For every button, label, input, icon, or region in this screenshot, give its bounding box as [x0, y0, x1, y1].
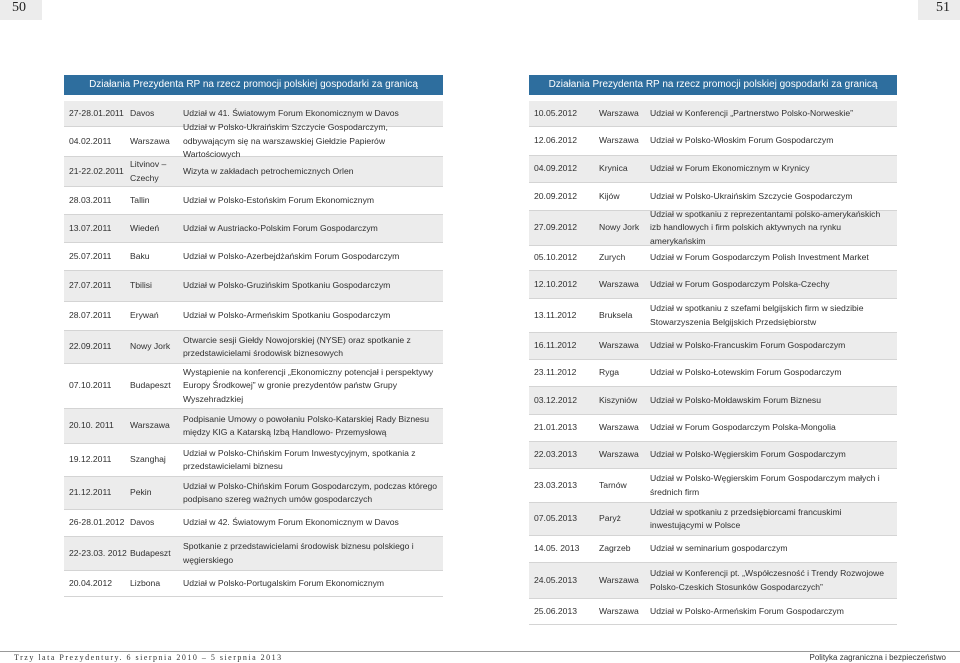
right-activities-table: [529, 75, 897, 625]
row-date: 04.02.2011: [69, 135, 112, 146]
table-row: [529, 563, 897, 599]
table-row: [64, 409, 443, 444]
table-row: [64, 364, 443, 409]
table-row: [64, 122, 443, 160]
row-description: Udział w Polsko-Łotewskim Forum Gospodarczym: [650, 367, 842, 378]
row-date: 10.05.2012: [534, 107, 578, 118]
row-date: 21-22.02.2011: [69, 165, 124, 176]
row-date: 14.05. 2013: [534, 543, 580, 554]
row-date: 03.12.2012: [534, 394, 578, 405]
row-description: Udział w Polsko-Francuskim Forum Gospodarczym: [650, 340, 846, 351]
row-place: Budapeszt: [130, 380, 171, 391]
table-row: [529, 536, 897, 563]
table-row: [529, 208, 897, 246]
row-description: Udział w Forum Gospodarczym Polska-Mongolia: [650, 422, 836, 433]
table-row: [64, 510, 443, 537]
row-date: 25.07.2011: [69, 250, 112, 261]
page-number-right: 51: [918, 0, 960, 20]
row-date: 19.12.2011: [69, 454, 112, 465]
row-description: Udział w Polsko-Węgierskim Forum Gospodarczym: [650, 449, 846, 460]
row-description: Udział w Polsko-Ukraińskim Szczycie Gospodarczym: [650, 190, 853, 201]
table-row: [64, 477, 443, 510]
row-date: 12.10.2012: [534, 278, 578, 289]
row-place: Warszawa: [599, 135, 639, 146]
row-description: Udział w Konferencji pt. „Współczesność i Trendy Rozwojowe Polsko-Czeskich Stosunków Gospodarczych”: [650, 568, 885, 592]
row-date: 27-28.01.2011: [69, 107, 124, 118]
row-place: Baku: [130, 250, 150, 261]
row-date: 13.07.2011: [69, 222, 112, 233]
page-footer: [0, 651, 960, 663]
row-date: 05.10.2012: [534, 252, 578, 263]
footer-right-text: Polityka zagraniczna i bezpieczeństwo: [809, 653, 946, 662]
row-place: Paryż: [599, 513, 621, 524]
row-description: Wizyta w zakładach petrochemicznych Orlen: [183, 165, 354, 176]
table-row: [529, 127, 897, 156]
row-description: Udział w Polsko-Azerbejdżańskim Forum Gospodarczym: [183, 250, 400, 261]
row-place: Zagrzeb: [599, 543, 631, 554]
table-row: [529, 156, 897, 183]
row-date: 20.10. 2011: [69, 420, 114, 431]
row-description: Udział w Polsko-Armeńskim Forum Gospodarczym: [650, 605, 844, 616]
row-description: Udział w Polsko-Włoskim Forum Gospodarczym: [650, 135, 834, 146]
table-row: [64, 243, 443, 271]
row-place: Warszawa: [599, 574, 639, 585]
row-description: Udział w Polsko-Armeńskim Spotkaniu Gospodarczym: [183, 310, 391, 321]
row-description: Udział w Polsko-Ukraińskim Szczycie Gospodarczym, odbywającym się na warszawskiej Giełdzie Papierów Wartościowych: [183, 122, 388, 160]
row-place: Nowy Jork: [130, 341, 171, 352]
table-row: [64, 271, 443, 302]
table-row: [64, 302, 443, 331]
row-description: Udział w Polsko-Chińskim Forum Gospodarczym, podczas którego podpisano szereg ważnych umów gospodarczych: [183, 480, 438, 504]
row-description: Udział w Austriacko-Polskim Forum Gospodarczym: [183, 222, 378, 233]
left-activities-table: [64, 75, 443, 597]
row-date: 20.04.2012: [69, 577, 113, 588]
footer-left-text: Trzy lata Prezydentury. 6 sierpnia 2010 – 5 sierpnia 2013: [14, 653, 283, 662]
row-date: 28.03.2011: [69, 194, 112, 205]
row-description: Otwarcie sesji Giełdy Nowojorskiej (NYSE) oraz spotkanie z przedstawicielami środowisk biznesowych: [183, 334, 411, 358]
row-description: Spotkanie z przedstawicielami środowisk biznesu polskiego i węgierskiego: [183, 541, 414, 565]
row-place: Warszawa: [599, 340, 639, 351]
row-date: 21.01.2013: [534, 422, 578, 433]
table-row: [529, 503, 897, 536]
row-place: Zurych: [599, 252, 626, 263]
row-place: Pekin: [130, 487, 152, 498]
row-date: 25.06.2013: [534, 605, 578, 616]
table-row: [529, 101, 897, 127]
row-date: 27.07.2011: [69, 280, 112, 291]
row-place: Wiedeń: [130, 222, 160, 233]
row-date: 24.05.2013: [534, 574, 578, 585]
row-place: Erywań: [130, 310, 159, 321]
row-place: Bruksela: [599, 309, 633, 320]
row-description: Udział w Forum Ekonomicznym w Krynicy: [650, 163, 810, 174]
row-description: Udział w Polsko-Węgierskim Forum Gospodarczym małych i średnich firm: [650, 473, 880, 497]
row-place: Litvinov – Czechy: [130, 159, 167, 183]
table-row: [64, 444, 443, 477]
row-date: 21.12.2011: [69, 487, 112, 498]
table-row: [529, 469, 897, 503]
left-table-rows: [64, 101, 443, 597]
row-date: 07.10.2011: [69, 380, 112, 391]
row-date: 22.09.2011: [69, 341, 112, 352]
page-number-left: 50: [0, 0, 42, 20]
row-description: Udział w seminarium gospodarczym: [650, 543, 788, 554]
row-place: Lizbona: [130, 577, 161, 588]
row-place: Warszawa: [599, 278, 639, 289]
row-description: Podpisanie Umowy o powołaniu Polsko-Katarskiej Rady Biznesu między KIG a Katarską Izbą Handlowo- Przemysłową: [183, 413, 430, 437]
row-description: Udział w spotkaniu z przedsiębiorcami francuskimi inwestującymi w Polsce: [650, 506, 842, 530]
row-date: 16.11.2012: [534, 340, 577, 351]
row-place: Kiszyniów: [599, 394, 638, 405]
row-description: Udział w Forum Gospodarczym Polska-Czechy: [650, 278, 830, 289]
row-date: 22.03.2013: [534, 449, 578, 460]
row-date: 07.05.2013: [534, 513, 578, 524]
row-date: 26-28.01.2012: [69, 517, 125, 528]
right-table-title: Działania Prezydenta RP na rzecz promocji polskiej gospodarki za granicą: [529, 75, 897, 95]
right-table-rows: [529, 101, 897, 625]
row-place: Szanghaj: [130, 454, 166, 465]
left-table-title: Działania Prezydenta RP na rzecz promocji polskiej gospodarki za granicą: [64, 75, 443, 95]
table-row: [529, 246, 897, 271]
row-place: Davos: [130, 107, 155, 118]
row-place: Tbilisi: [130, 280, 152, 291]
row-date: 23.03.2013: [534, 479, 578, 490]
row-place: Krynica: [599, 163, 628, 174]
row-date: 12.06.2012: [534, 135, 578, 146]
table-row: [64, 331, 443, 364]
row-place: Warszawa: [599, 422, 639, 433]
row-description: Udział w spotkaniu z szefami belgijskich firm w siedzibie Stowarzyszenia Belgijskich Przedsiębiorstw: [650, 303, 864, 327]
table-row: [529, 299, 897, 333]
table-row: [529, 599, 897, 625]
row-description: Udział w Polsko-Portugalskim Forum Ekonomicznym: [183, 577, 385, 588]
table-row: [529, 271, 897, 299]
row-place: Tallin: [130, 194, 150, 205]
row-place: Davos: [130, 517, 155, 528]
table-row: [64, 187, 443, 215]
row-place: Warszawa: [130, 135, 170, 146]
row-date: 04.09.2012: [534, 163, 578, 174]
row-date: 22-23.03. 2012: [69, 547, 127, 558]
row-place: Warszawa: [599, 107, 639, 118]
row-description: Udział w Polsko-Estońskim Forum Ekonomicznym: [183, 194, 375, 205]
row-description: Udział w Polsko-Mołdawskim Forum Biznesu: [650, 394, 821, 405]
table-row: [529, 415, 897, 442]
row-date: 13.11.2012: [534, 309, 577, 320]
row-place: Warszawa: [599, 449, 639, 460]
row-date: 27.09.2012: [534, 222, 578, 233]
row-description: Udział w Polsko-Gruzińskim Spotkaniu Gospodarczym: [183, 280, 391, 291]
row-description: Udział w spotkaniu z reprezentantami polsko-amerykańskich izb handlowych i firm polskich aktywnych na rynku amerykańskim: [650, 208, 881, 246]
row-description: Udział w 42. Światowym Forum Ekonomicznym w Davos: [183, 517, 399, 528]
row-place: Budapeszt: [130, 547, 171, 558]
table-row: [64, 215, 443, 243]
row-description: Udział w Forum Gospodarczym Polish Investment Market: [650, 252, 869, 263]
row-description: Udział w 41. Światowym Forum Ekonomicznym w Davos: [183, 107, 399, 118]
row-description: Udział w Polsko-Chińskim Forum Inwestycyjnym, spotkania z przedstawicielami biznesu: [183, 447, 416, 471]
table-row: [529, 333, 897, 360]
row-place: Warszawa: [130, 420, 170, 431]
table-row: [529, 442, 897, 469]
row-place: Nowy Jork: [599, 222, 640, 233]
row-date: 23.11.2012: [534, 367, 577, 378]
table-row: [529, 387, 897, 415]
row-place: Warszawa: [599, 605, 639, 616]
row-description: Udział w Konferencji „Partnerstwo Polsko-Norweskie”: [650, 107, 853, 118]
row-date: 20.09.2012: [534, 190, 578, 201]
row-place: Ryga: [599, 367, 620, 378]
table-row: [529, 360, 897, 387]
row-place: Tarnów: [599, 479, 627, 490]
row-date: 28.07.2011: [69, 310, 112, 321]
table-row: [64, 571, 443, 597]
row-place: Kijów: [599, 190, 620, 201]
table-row: [64, 537, 443, 571]
row-description: Wystąpienie na konferencji „Ekonomiczny potencjał i perspektywy Europy Środkowej” w gronie prezydentów państw Grupy Wyszehradzkiej: [183, 366, 434, 404]
